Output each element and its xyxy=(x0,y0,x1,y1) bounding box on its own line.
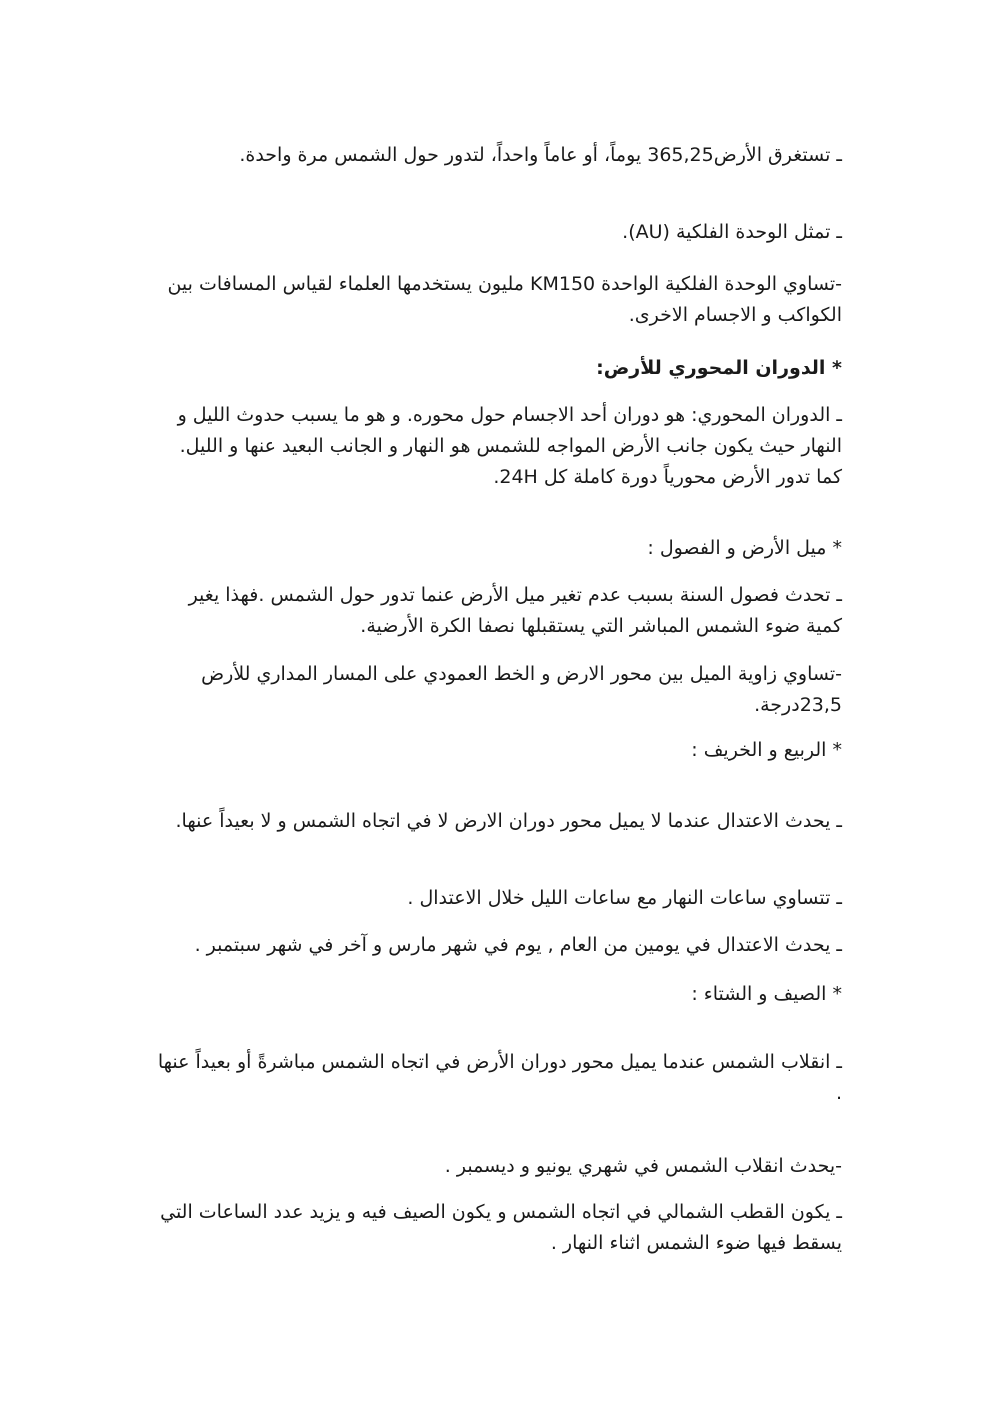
heading-spring-autumn: * الربيع و الخريف : xyxy=(691,739,842,761)
heading-tilt-seasons: * ميل الأرض و الفصول : xyxy=(647,537,842,559)
paragraph-equinox-day-night: ـ تتساوي ساعات النهار مع ساعات الليل خلال الاعتدال . xyxy=(407,887,842,909)
document-page xyxy=(150,0,842,1402)
paragraph-seasons-cause: ـ تحدث فصول السنة بسبب عدم تغير ميل الأرض عنما تدور حول الشمس .فهذا يغير كمية ضوء الشمس المباشر التي يستقبلها نصفا الكرة الأرضية. xyxy=(188,584,842,637)
paragraph-au-distance: -تساوي الوحدة الفلكية الواحدة KM150 مليون يستخدمها العلماء لقياس المسافات بين الكواكب و الاجسام الاخرى. xyxy=(167,273,842,326)
paragraph-equinox-definition: ـ يحدث الاعتدال عندما لا يميل محور دوران الارض لا في اتجاه الشمس و لا بعيداً عنها. xyxy=(175,810,842,832)
paragraph-astronomical-unit: ـ تمثل الوحدة الفلكية (AU). xyxy=(622,221,842,243)
paragraph-tilt-angle: -تساوي زاوية الميل بين محور الارض و الخط العمودي على المسار المداري للأرض 23,5درجة. xyxy=(201,663,842,716)
paragraph-axial-rotation: ـ الدوران المحوري: هو دوران أحد الاجسام حول محوره. و هو ما يسبب حدوث الليل و النهار حيث يكون جانب الأرض المواجه للشمس هو النهار و الجانب البعيد عنها و الليل. كما تدور الأرض محورياً دورة كاملة كل 24H. xyxy=(177,404,842,488)
heading-axial-rotation: * الدوران المحوري للأرض: xyxy=(596,357,842,379)
paragraph-equinox-dates: ـ يحدث الاعتدال في يومين من العام , يوم في شهر مارس و آخر في شهر سبتمبر . xyxy=(194,934,842,956)
paragraph-north-pole-summer: ـ يكون القطب الشمالي في اتجاه الشمس و يكون الصيف فيه و يزيد عدد الساعات التي يسقط فيها ضوء الشمس اثناء النهار . xyxy=(160,1201,842,1254)
heading-summer-winter: * الصيف و الشتاء : xyxy=(691,983,842,1005)
paragraph-solstice-definition: ـ انقلاب الشمس عندما يميل محور دوران الأرض في اتجاه الشمس مباشرةً أو بعيداً عنها . xyxy=(157,1051,842,1104)
paragraph-solstice-months: -يحدث انقلاب الشمس في شهري يونيو و ديسمبر . xyxy=(444,1155,842,1177)
paragraph-year-duration: ـ تستغرق الأرض365,25 يوماً، أو عاماً واحداً، لتدور حول الشمس مرة واحدة. xyxy=(239,144,842,166)
